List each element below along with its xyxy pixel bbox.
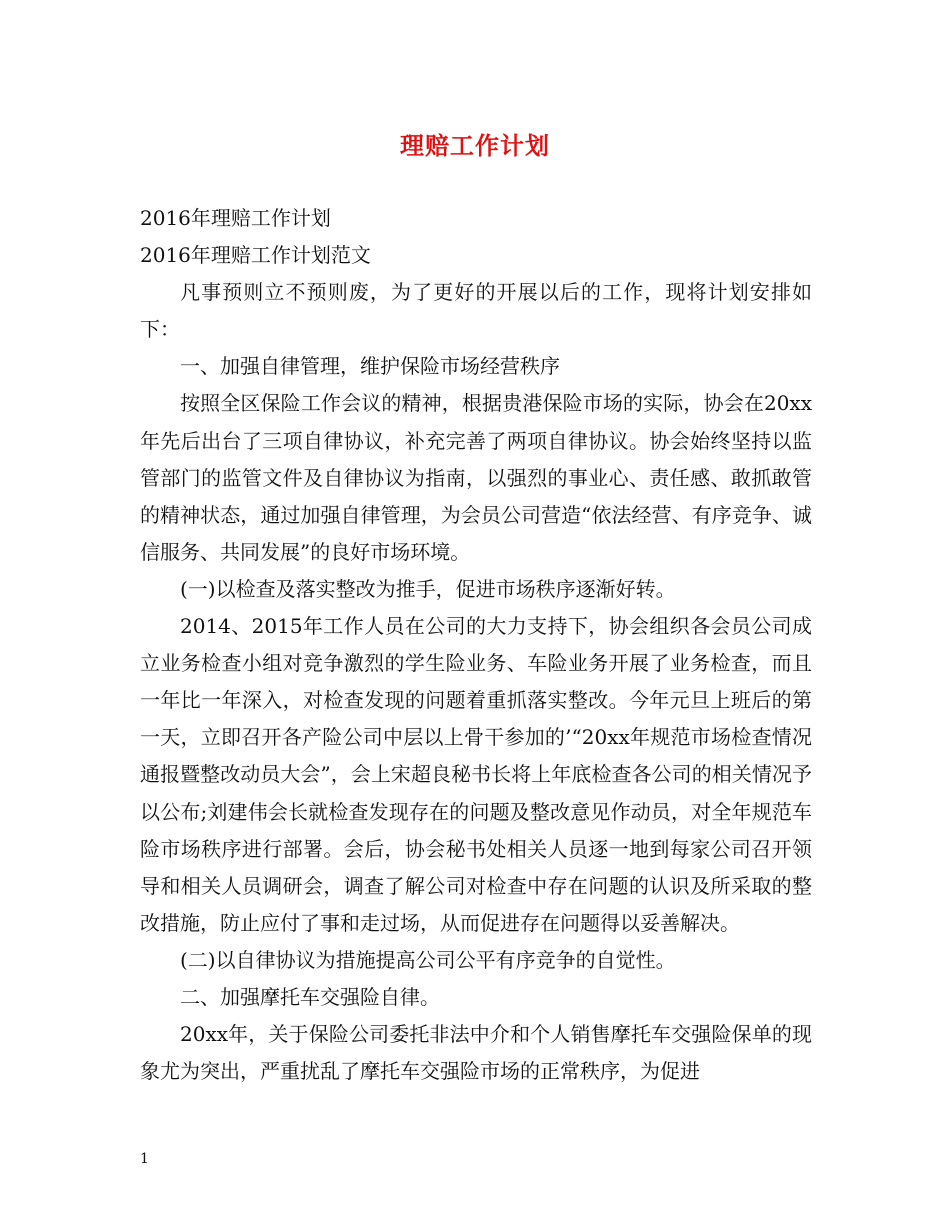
paragraph: 一、加强自律管理，维护保险市场经营秩序 (180, 354, 560, 379)
paragraph: 2016年理赔工作计划 (140, 206, 331, 230)
paragraph: 2016年理赔工作计划范文 (140, 243, 371, 268)
document-body (140, 200, 812, 1090)
paragraph: 二、加强摩托车交强险自律。 (180, 984, 440, 1009)
paragraph: (一)以检查及落实整改为推手，促进市场秩序逐渐好转。 (180, 576, 676, 601)
paragraph: 凡事预则立不预则废，为了更好的开展以后的工作，现将计划安排如下： (140, 280, 812, 342)
page-title: 理赔工作计划 (400, 131, 550, 160)
page-number: 1 (140, 1151, 149, 1167)
paragraph: (二)以自律协议为措施提高公司公平有序竞争的自觉性。 (180, 947, 676, 972)
paragraph: 2014、2015年工作人员在公司的大力支持下，协会组织各会员公司成立业务检查小组对竞争激烈的学生险业务、车险业务开展了业务检查，而且一年比一年深入，对检查发现的问题着重抓落实整改。今年元旦上班后的第一天，立即召开各产险公司中层以上骨干参加的’“20xx年规范市场检查情况通报暨整改动员大会”，会上宋超良秘书长将上年底检查各公司的相关情况予以公布;刘建伟会长就检查发现存在的问题及整改意见作动员，对全年规范车险市场秩序进行部署。会后，协会秘书处相关人员逐一地到每家公司召开领导和相关人员调研会，调查了解公司对检查中存在问题的认识及所采取的整改措施，防止应付了事和走过场，从而促进存在问题得以妥善解决。 (140, 614, 812, 935)
paragraph: 20xx年，关于保险公司委托非法中介和个人销售摩托车交强险保单的现象尤为突出，严重扰乱了摩托车交强险市场的正常秩序，为促进 (140, 1022, 812, 1084)
paragraph: 按照全区保险工作会议的精神，根据贵港保险市场的实际，协会在20xx年先后出台了三项自律协议，补充完善了两项自律协议。协会始终坚持以监管部门的监管文件及自律协议为指南，以强烈的事业心、责任感、敢抓敢管的精神状态，通过加强自律管理，为会员公司营造“依法经营、有序竞争、诚信服务、共同发展”的良好市场环境。 (140, 391, 812, 564)
